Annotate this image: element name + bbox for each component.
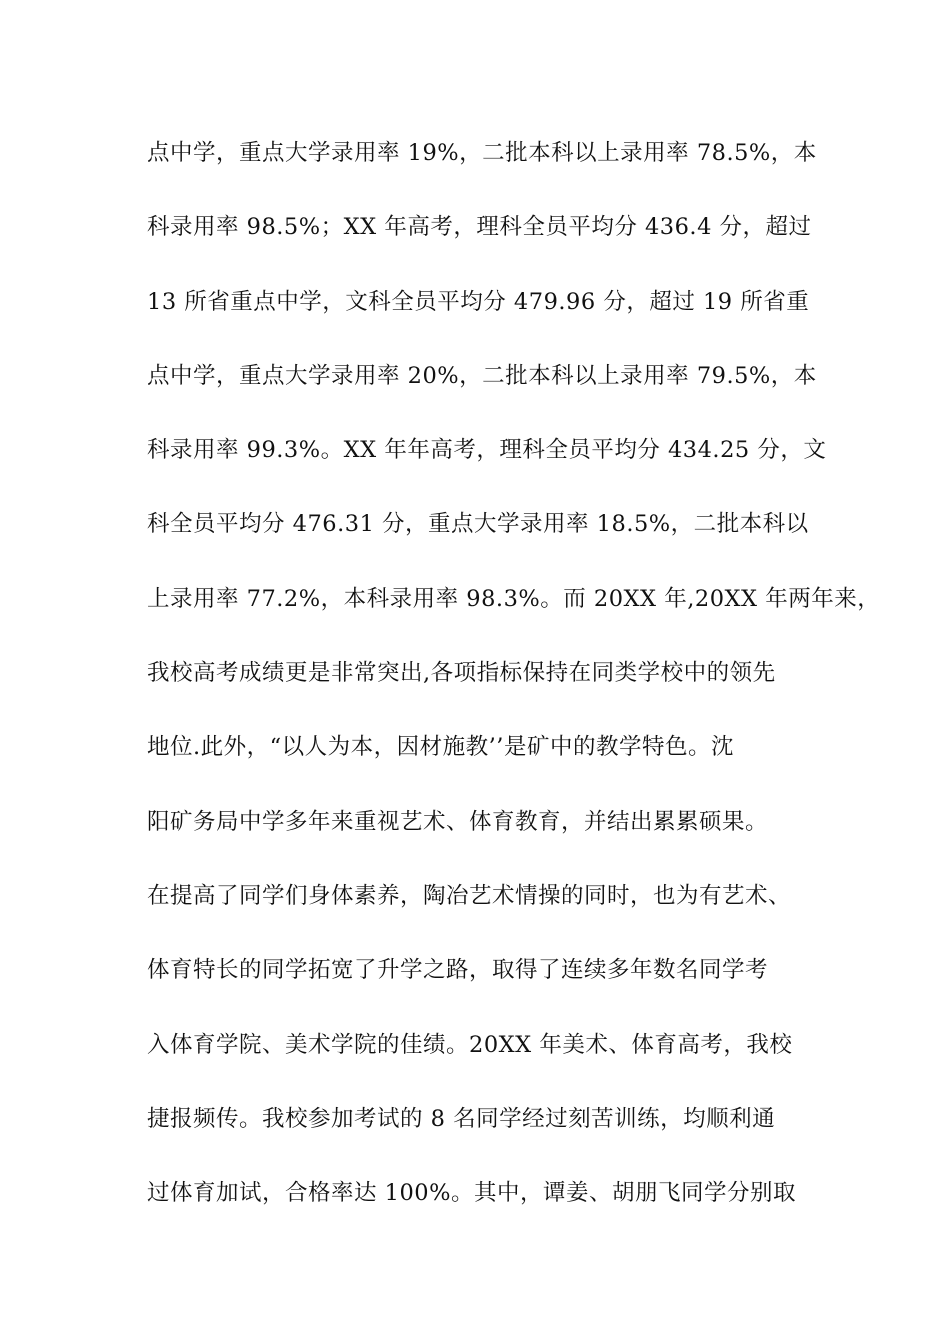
text-line: 地位.此外，“以人为本，因材施教’’是矿中的教学特色。沈 bbox=[147, 734, 734, 761]
text-line: 体育特长的同学拓宽了升学之路，取得了连续多年数名同学考 bbox=[147, 957, 769, 984]
text-line: 在提高了同学们身体素养，陶冶艺术情操的同时，也为有艺术、 bbox=[147, 882, 792, 909]
text-line: 科录用率 98.5%；XX 年高考，理科全员平均分 436.4 分，超过 bbox=[147, 214, 812, 241]
text-line: 科全员平均分 476.31 分，重点大学录用率 18.5%，二批本科以 bbox=[147, 511, 809, 538]
text-line: 捷报频传。我校参加考试的 8 名同学经过刻苦训练，均顺利通 bbox=[147, 1105, 776, 1132]
body-text bbox=[147, 130, 881, 1244]
text-line: 阳矿务局中学多年来重视艺术、体育教育，并结出累累硕果。 bbox=[147, 808, 769, 835]
text-line: 上录用率 77.2%，本科录用率 98.3%。而 20XX 年,20XX 年两年来， bbox=[147, 585, 881, 612]
text-line: 点中学，重点大学录用率 19%，二批本科以上录用率 78.5%，本 bbox=[147, 140, 817, 166]
text-line: 点中学，重点大学录用率 20%，二批本科以上录用率 79.5%，本 bbox=[147, 362, 817, 389]
text-line: 入体育学院、美术学院的佳绩。20XX 年美术、体育高考，我校 bbox=[147, 1031, 793, 1058]
text-line: 科录用率 99.3%。XX 年年高考，理科全员平均分 434.25 分，文 bbox=[147, 437, 827, 464]
text-line: 13 所省重点中学，文科全员平均分 479.96 分，超过 19 所省重 bbox=[147, 288, 810, 315]
text-line: 我校高考成绩更是非常突出,各项指标保持在同类学校中的领先 bbox=[147, 660, 776, 687]
text-line: 过体育加试，合格率达 100%。其中，谭姜、胡朋飞同学分别取 bbox=[147, 1180, 796, 1207]
